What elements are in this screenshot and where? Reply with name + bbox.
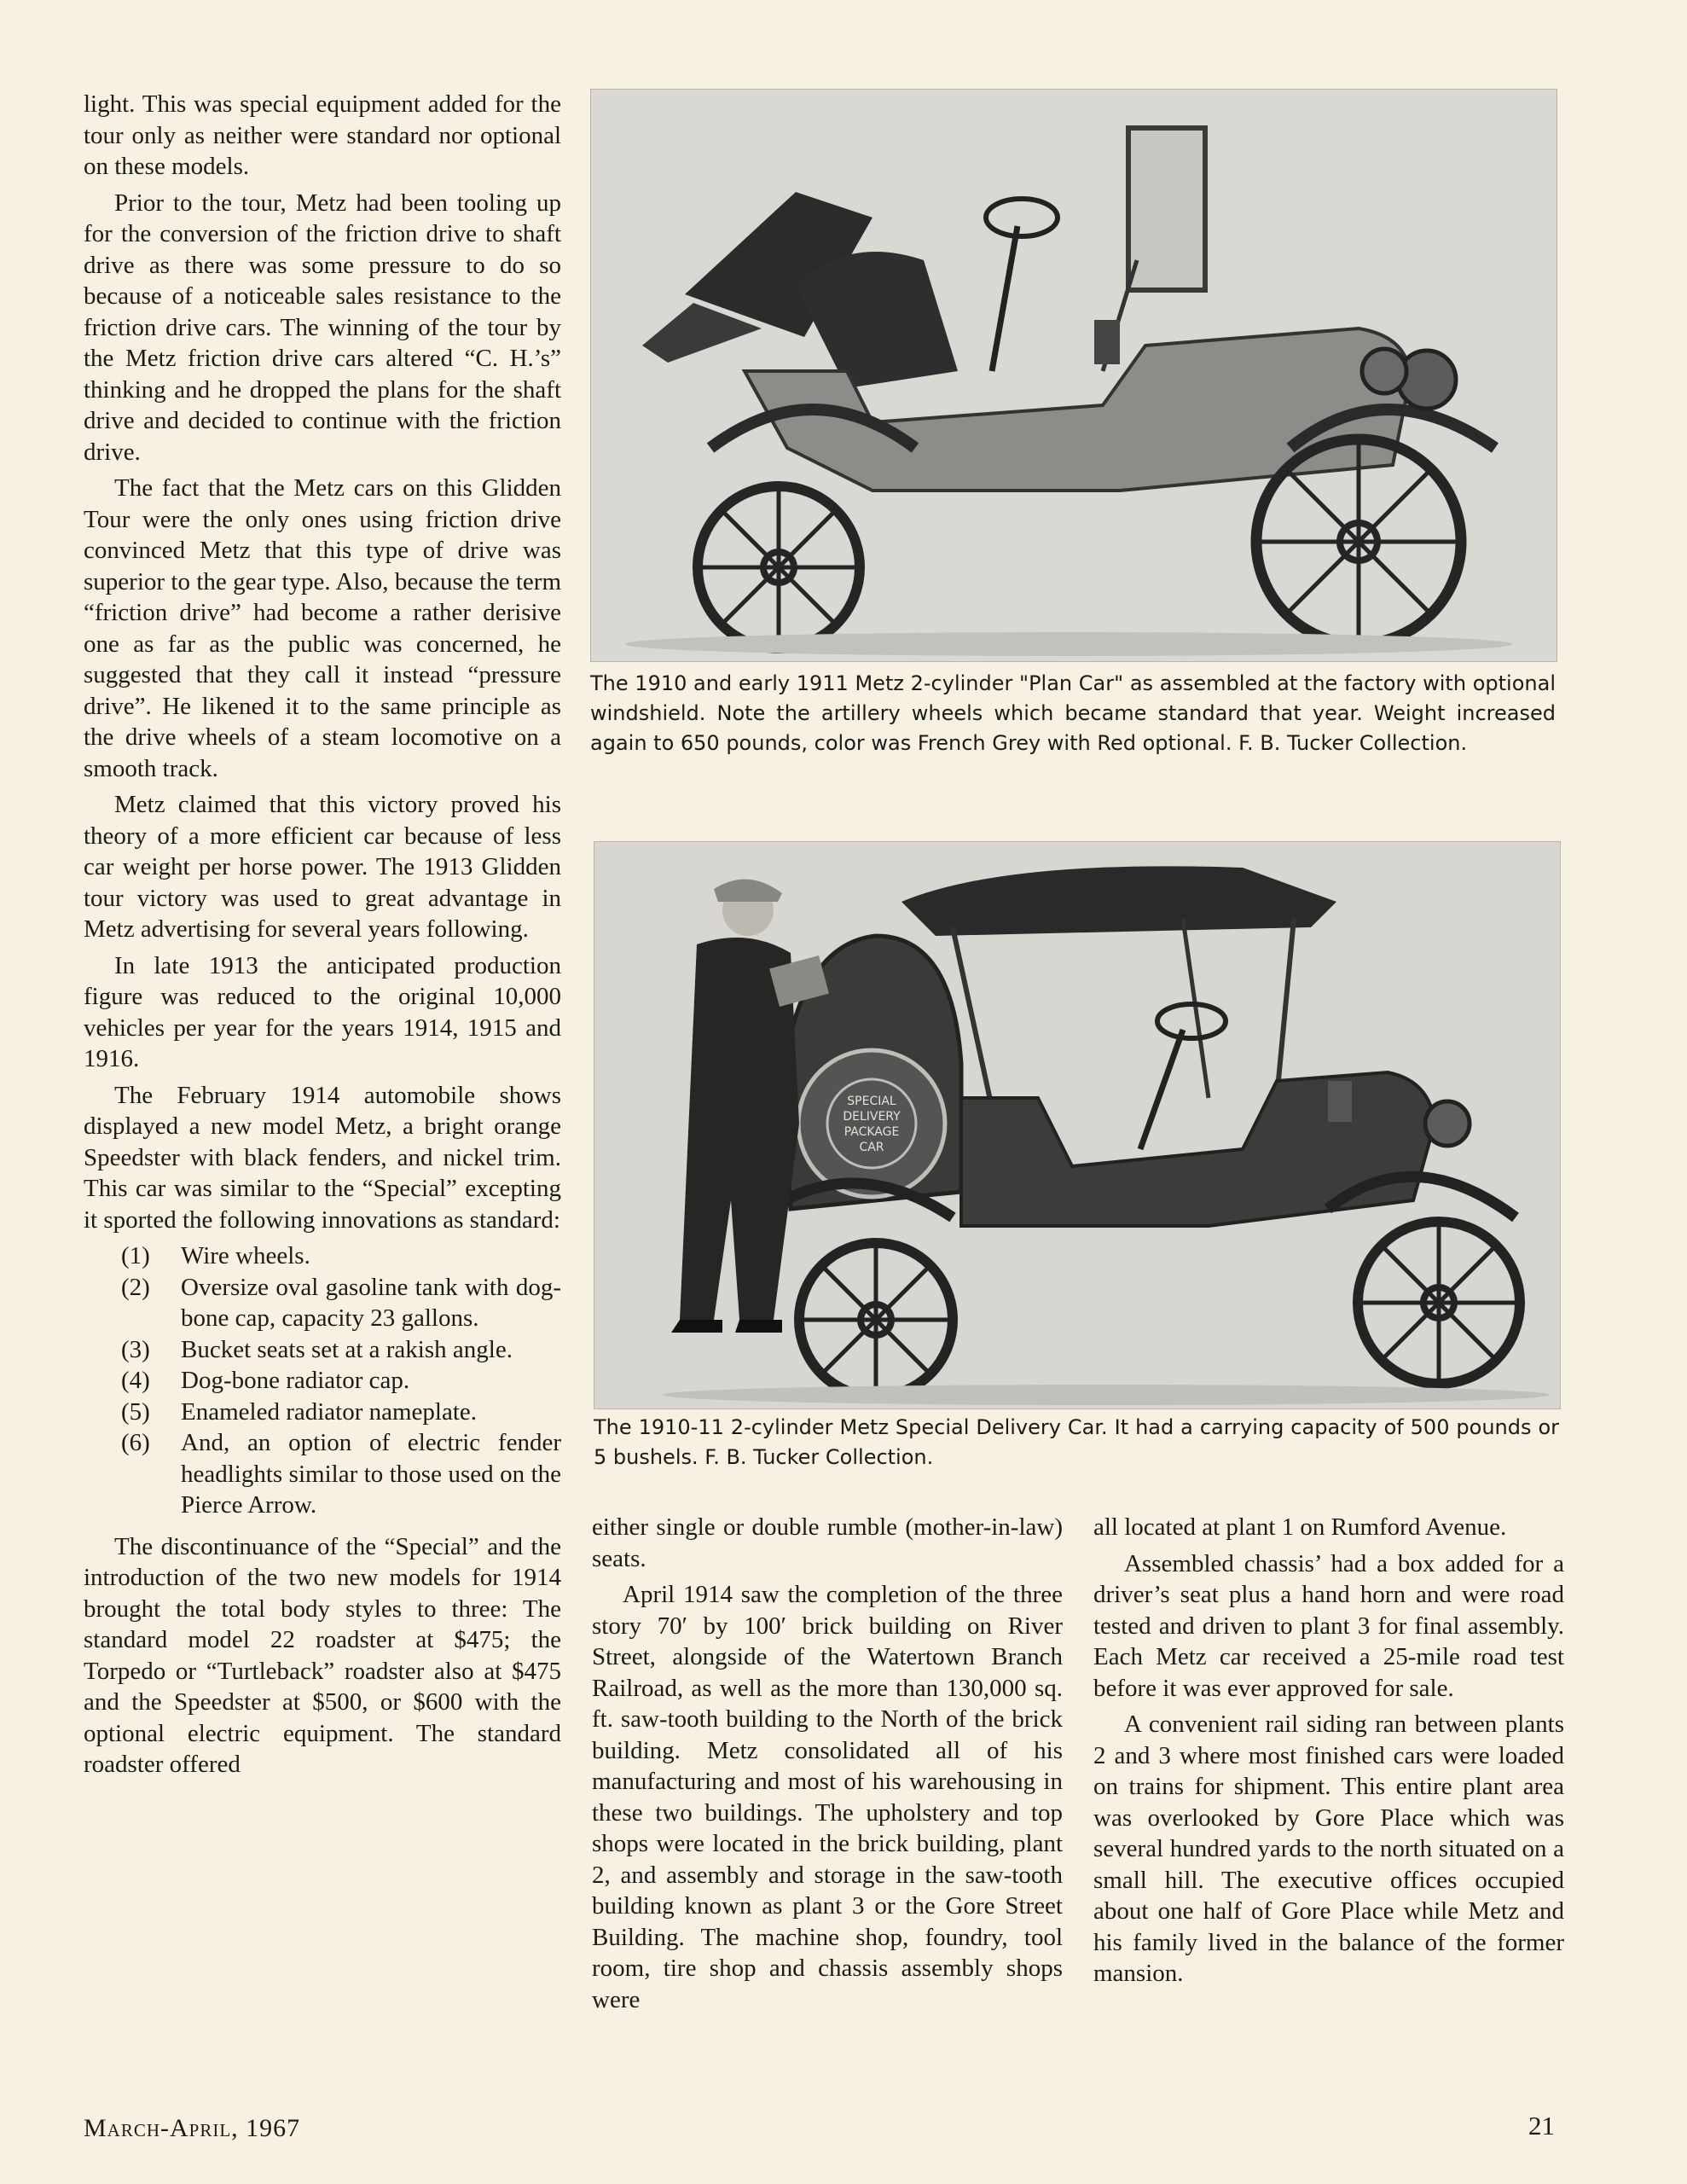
delivery-car-illustration [594,842,1560,1409]
paragraph: In late 1913 the anticipated production figure was reduced to the original 10,000 vehicles per year for the years 1914, 1915 and 1916. [84,951,561,1072]
list-item: (5) Enameled radiator nameplate. [121,1397,478,1426]
paragraph: Assembled chassis’ had a box added for a driver’s seat plus a hand horn and were road tested and driven to plant 3 for final assembly. Each Metz car received a 25-mile road test before it was ever approved for sale. [1093,1549,1564,1702]
paragraph: April 1914 saw the completion of the three story 70′ by 100′ brick building on River Street, alongside of the Watertown Branch Railroad, as well as the more than 130,000 sq. ft. saw-tooth building to the North of the brick building. Metz consolidated all of his manufacturing and most of his warehousing in these two buildings. The upholstery and top shops were located in the brick building, plant 2, and assembly and storage in the saw-tooth building known as plant 3 or the Gore Street Building. The machine shop, foundry, tool room, tire shop and chassis assembly shops were [592,1581,1063,2013]
plan-car-photo [590,89,1557,662]
issue-date: March-April, 1967 [84,2114,301,2142]
paragraph: The discontinuance of the “Special” and the introduction of the two new models for 1914 brought the total body styles to three: The standard model 22 roadster at $475; the Torpedo or “Turtleback” roadster also at $475 and the Speedster at $500, or $600 with the optional electric equipment. The standard roadster offered [84,1532,561,1778]
middle-text-column [592,1512,1063,2020]
paragraph: all located at plant 1 on Rumford Avenue. [1093,1513,1507,1541]
list-item: (3) Bucket seats set at a rakish angle. [121,1335,513,1363]
svg-text:SPECIAL: SPECIAL [847,1095,896,1108]
paragraph: Prior to the tour, Metz had been tooling up for the conversion of the friction drive to shaft drive as there was some pressure to do so because of a noticeable sales resistance to the friction drive cars. The winning of the tour by the Metz friction drive cars altered “C. H.’s” thinking and he dropped the plans for the shaft drive and decided to continue with the friction drive. [84,189,561,466]
delivery-car-photo [594,841,1561,1409]
figure-caption: The 1910 and early 1911 Metz 2-cylinder "Plan Car" as assembled at the factory with optional windshield. Note the artillery wheels which became standard that year. Weight increased again to 650 pounds, color was French Grey with Red optional. F. B. Tucker Collection. [590,671,1556,755]
right-text-column [1093,1512,1564,1995]
svg-text:DELIVERY: DELIVERY [843,1110,901,1124]
list-item: (1) Wire wheels. [121,1242,310,1269]
svg-text:PACKAGE: PACKAGE [844,1125,900,1139]
paragraph: The fact that the Metz cars on this Glidden Tour were the only ones using friction drive convinced Metz that this type of drive was superior to the gear type. Also, because the term “friction drive” had become a rather derisive one as far as the public was concerned, he suggested that they call it instead “pressure drive”. He likened it to the same principle as the drive wheels of a steam locomotive on a smooth track. [84,474,561,782]
list-item: (6) And, an option of electric fender headlights similar to those used on the Pierce Arrow. [121,1429,561,1519]
page-number: 21 [1528,2111,1555,2140]
paragraph: either single or double rumble (mother-in-law) seats. [592,1513,1063,1572]
left-text-column [84,89,561,1786]
list-item: (2) Oversize oval gasoline tank with dog-bone cap, capacity 23 gallons. [121,1273,561,1332]
innovations-list [84,1240,561,1521]
paragraph: light. This was special equipment added for the tour only as neither were standard nor optional on these models. [84,90,561,180]
paragraph: A convenient rail siding ran between plants 2 and 3 where most finished cars were loaded on trains for shipment. This entire plant area was overlooked by Gore Place which was several hundred yards to the north situated on a small hill. The executive offices occupied about one half of Gore Place while Metz and his family lived in the balance of the former mansion. [1093,1711,1564,1987]
plan-car-illustration [591,90,1557,661]
figure-caption: The 1910-11 2-cylinder Metz Special Delivery Car. It had a carrying capacity of 500 pounds or 5 bushels. F. B. Tucker Collection. [594,1415,1559,1469]
svg-text:CAR: CAR [859,1141,884,1154]
paragraph: The February 1914 automobile shows displayed a new model Metz, a bright orange Speedster with black fenders, and nickel trim. This car was similar to the “Special” excepting it sported the following innovations as standard: [84,1081,561,1234]
paragraph: Metz claimed that this victory proved his theory of a more efficient car because of less car weight per horse power. The 1913 Glidden tour victory was used to great advantage in Metz advertising for several years following. [84,791,561,943]
list-item: (4) Dog-bone radiator cap. [121,1367,410,1394]
